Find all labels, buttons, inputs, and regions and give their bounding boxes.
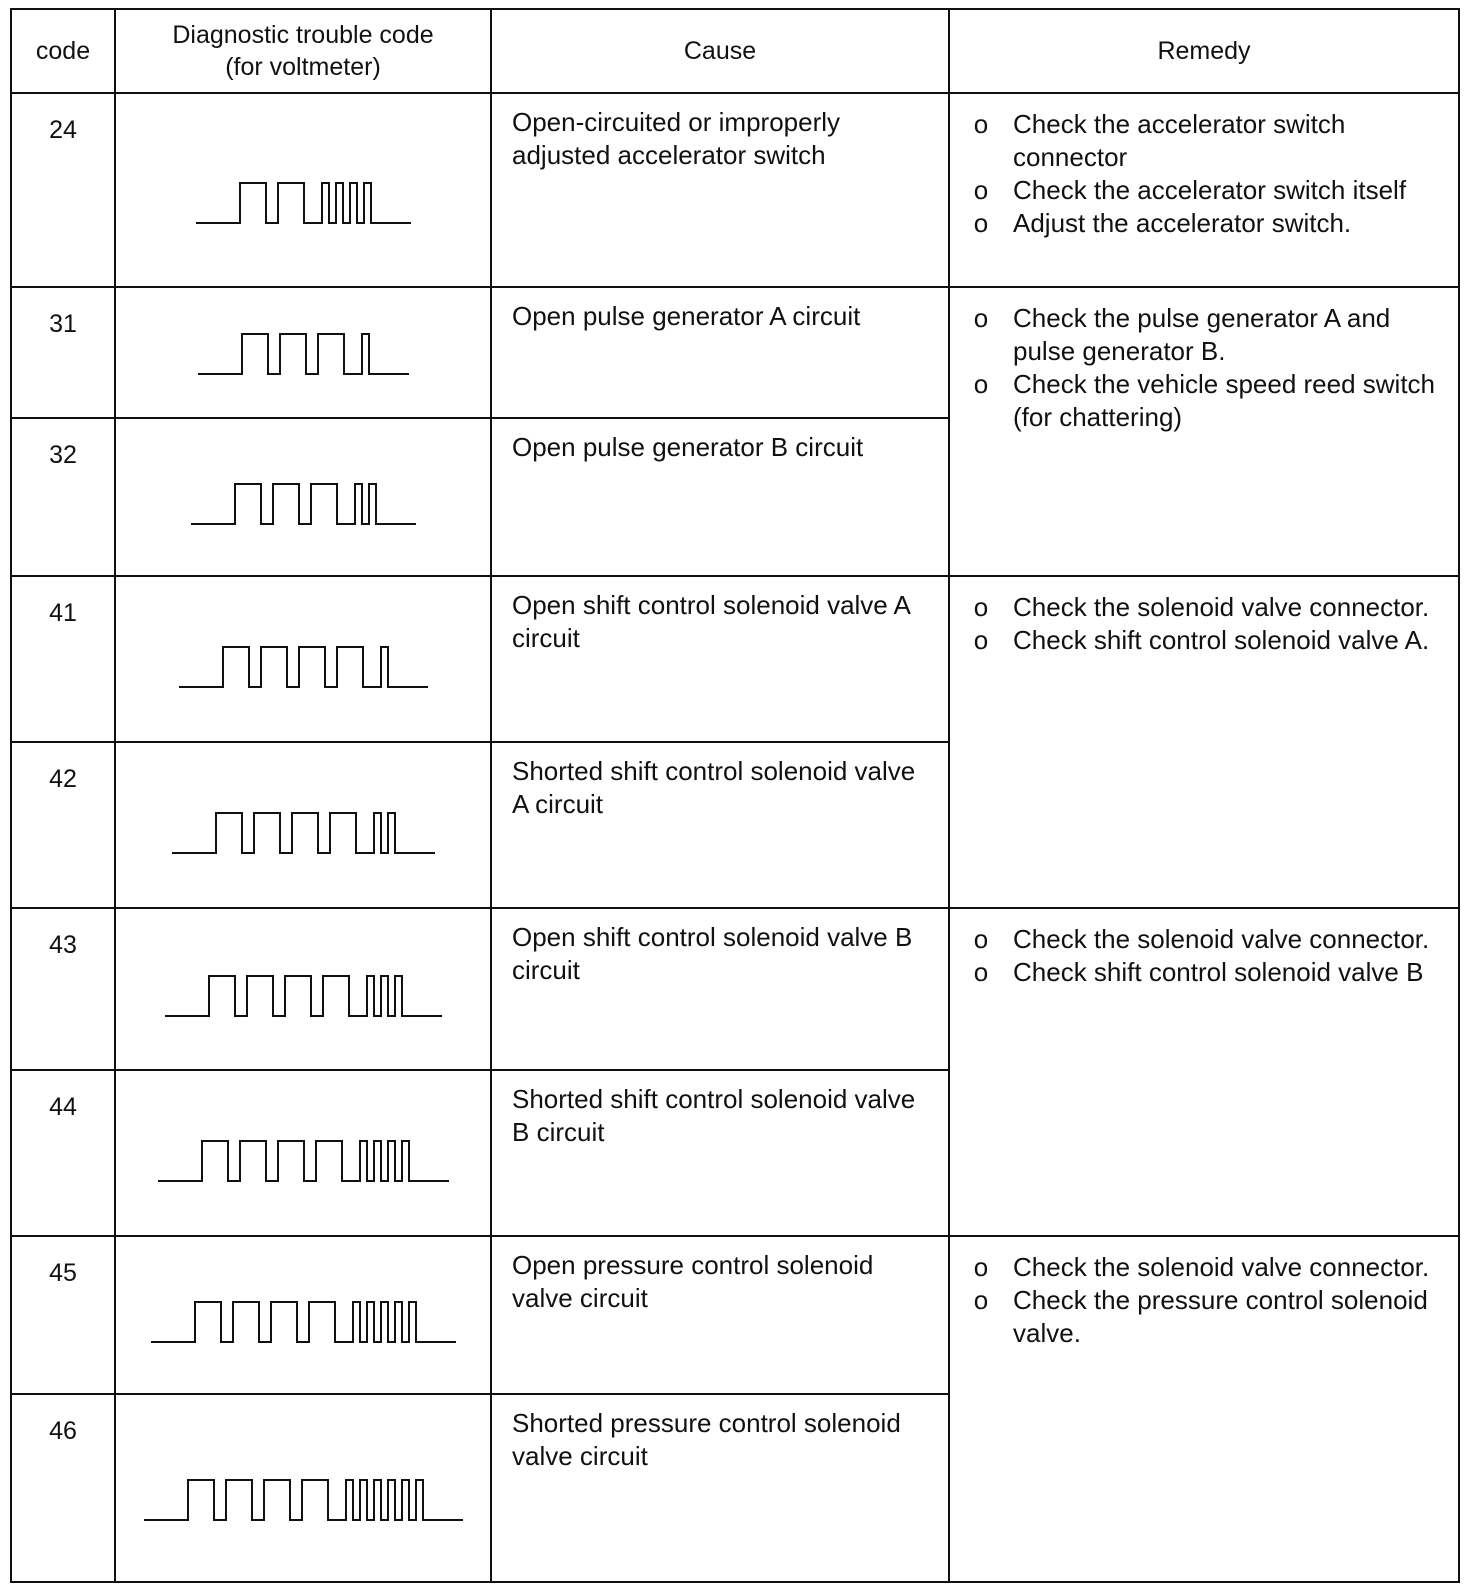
- remedy-cell: [949, 93, 1459, 287]
- pulse-trace: [151, 1302, 456, 1342]
- remedy-text: Check the accelerator switch itself: [1013, 175, 1407, 205]
- remedy-cell: [949, 576, 1459, 908]
- cause-cell: Shorted pressure control solenoid valve circuit: [491, 1394, 949, 1582]
- table-row: [11, 576, 1459, 742]
- remedy-text: Check shift control solenoid valve B: [1013, 957, 1424, 987]
- pulse-trace: [158, 1141, 449, 1181]
- remedy-text: Check the solenoid valve connector.: [1013, 924, 1430, 954]
- remedy-cell: [949, 1236, 1459, 1582]
- waveform-cell: [115, 418, 491, 576]
- header-cause: Cause: [491, 9, 949, 93]
- remedy-item: [966, 1284, 1440, 1350]
- code-cell: 45: [11, 1236, 115, 1394]
- remedy-item: [966, 624, 1440, 657]
- table-row: [11, 287, 1459, 418]
- code-cell: 24: [11, 93, 115, 287]
- pulse-trace: [196, 183, 411, 223]
- remedy-text: Check the vehicle speed reed switch (for chattering): [1013, 369, 1436, 432]
- remedy-list: [966, 591, 1440, 657]
- pulse-waveform: [116, 1071, 490, 1235]
- pulse-waveform: [116, 419, 490, 575]
- cause-cell: Shorted shift control solenoid valve B circuit: [491, 1070, 949, 1236]
- remedy-item: [966, 174, 1440, 207]
- remedy-text: Check the solenoid valve connector.: [1013, 592, 1430, 622]
- waveform-cell: [115, 287, 491, 418]
- pulse-trace: [172, 813, 435, 853]
- pulse-trace: [191, 484, 416, 524]
- table-row: [11, 908, 1459, 1070]
- remedy-list: [966, 923, 1440, 989]
- bullet-marker: o: [973, 924, 989, 954]
- cause-cell: Open shift control solenoid valve A circuit: [491, 576, 949, 742]
- remedy-item: [966, 956, 1440, 989]
- remedy-text: Check the solenoid valve connector.: [1013, 1252, 1430, 1282]
- bullet-marker: o: [973, 625, 989, 655]
- remedy-text: Check the accelerator switch connector: [1013, 109, 1346, 172]
- pulse-waveform: [116, 288, 490, 417]
- waveform-cell: [115, 1070, 491, 1236]
- header-dtc: [115, 9, 491, 93]
- header-row: [11, 9, 1459, 93]
- waveform-cell: [115, 576, 491, 742]
- header-code: code: [11, 9, 115, 93]
- code-cell: 41: [11, 576, 115, 742]
- remedy-text: Check the pulse generator A and pulse generator B.: [1013, 303, 1391, 366]
- bullet-marker: o: [973, 109, 989, 139]
- pulse-waveform: [116, 1395, 490, 1581]
- pulse-trace: [179, 647, 428, 687]
- remedy-item: [966, 302, 1440, 368]
- remedy-list: [966, 1251, 1440, 1350]
- bullet-marker: o: [973, 303, 989, 333]
- bullet-marker: o: [973, 1252, 989, 1282]
- remedy-item: [966, 368, 1440, 434]
- remedy-item: [966, 1251, 1440, 1284]
- waveform-cell: [115, 1236, 491, 1394]
- cause-cell: Open pulse generator B circuit: [491, 418, 949, 576]
- remedy-text: Adjust the accelerator switch.: [1013, 208, 1352, 238]
- bullet-marker: o: [973, 592, 989, 622]
- code-cell: 46: [11, 1394, 115, 1582]
- diagnostic-trouble-code-table: [10, 8, 1460, 1583]
- bullet-marker: o: [973, 1285, 989, 1315]
- pulse-waveform: [116, 577, 490, 741]
- header-remedy: Remedy: [949, 9, 1459, 93]
- table-row: [11, 93, 1459, 287]
- bullet-marker: o: [973, 175, 989, 205]
- pulse-trace: [198, 334, 409, 374]
- code-cell: 44: [11, 1070, 115, 1236]
- cause-cell: Open pressure control solenoid valve circuit: [491, 1236, 949, 1394]
- bullet-marker: o: [973, 957, 989, 987]
- code-cell: 43: [11, 908, 115, 1070]
- waveform-cell: [115, 93, 491, 287]
- waveform-cell: [115, 908, 491, 1070]
- pulse-trace: [165, 976, 442, 1016]
- table-row: [11, 1236, 1459, 1394]
- waveform-cell: [115, 1394, 491, 1582]
- remedy-cell: [949, 287, 1459, 576]
- code-cell: 31: [11, 287, 115, 418]
- remedy-list: [966, 108, 1440, 240]
- cause-cell: Shorted shift control solenoid valve A circuit: [491, 742, 949, 908]
- cause-cell: Open-circuited or improperly adjusted accelerator switch: [491, 93, 949, 287]
- bullet-marker: o: [973, 369, 989, 399]
- pulse-waveform: [116, 1237, 490, 1393]
- waveform-cell: [115, 742, 491, 908]
- remedy-list: [966, 302, 1440, 434]
- code-cell: 42: [11, 742, 115, 908]
- pulse-waveform: [116, 909, 490, 1069]
- header-dtc-line2: (for voltmeter): [225, 53, 381, 81]
- header-dtc-line1: Diagnostic trouble code: [172, 21, 434, 49]
- remedy-item: [966, 108, 1440, 174]
- remedy-cell: [949, 908, 1459, 1236]
- pulse-waveform: [116, 743, 490, 907]
- remedy-text: Check shift control solenoid valve A.: [1013, 625, 1430, 655]
- pulse-waveform: [116, 94, 490, 286]
- remedy-item: [966, 207, 1440, 240]
- remedy-text: Check the pressure control solenoid valve.: [1013, 1285, 1428, 1348]
- cause-cell: Open shift control solenoid valve B circuit: [491, 908, 949, 1070]
- pulse-trace: [144, 1480, 463, 1520]
- remedy-item: [966, 591, 1440, 624]
- code-cell: 32: [11, 418, 115, 576]
- cause-cell: Open pulse generator A circuit: [491, 287, 949, 418]
- bullet-marker: o: [973, 208, 989, 238]
- remedy-item: [966, 923, 1440, 956]
